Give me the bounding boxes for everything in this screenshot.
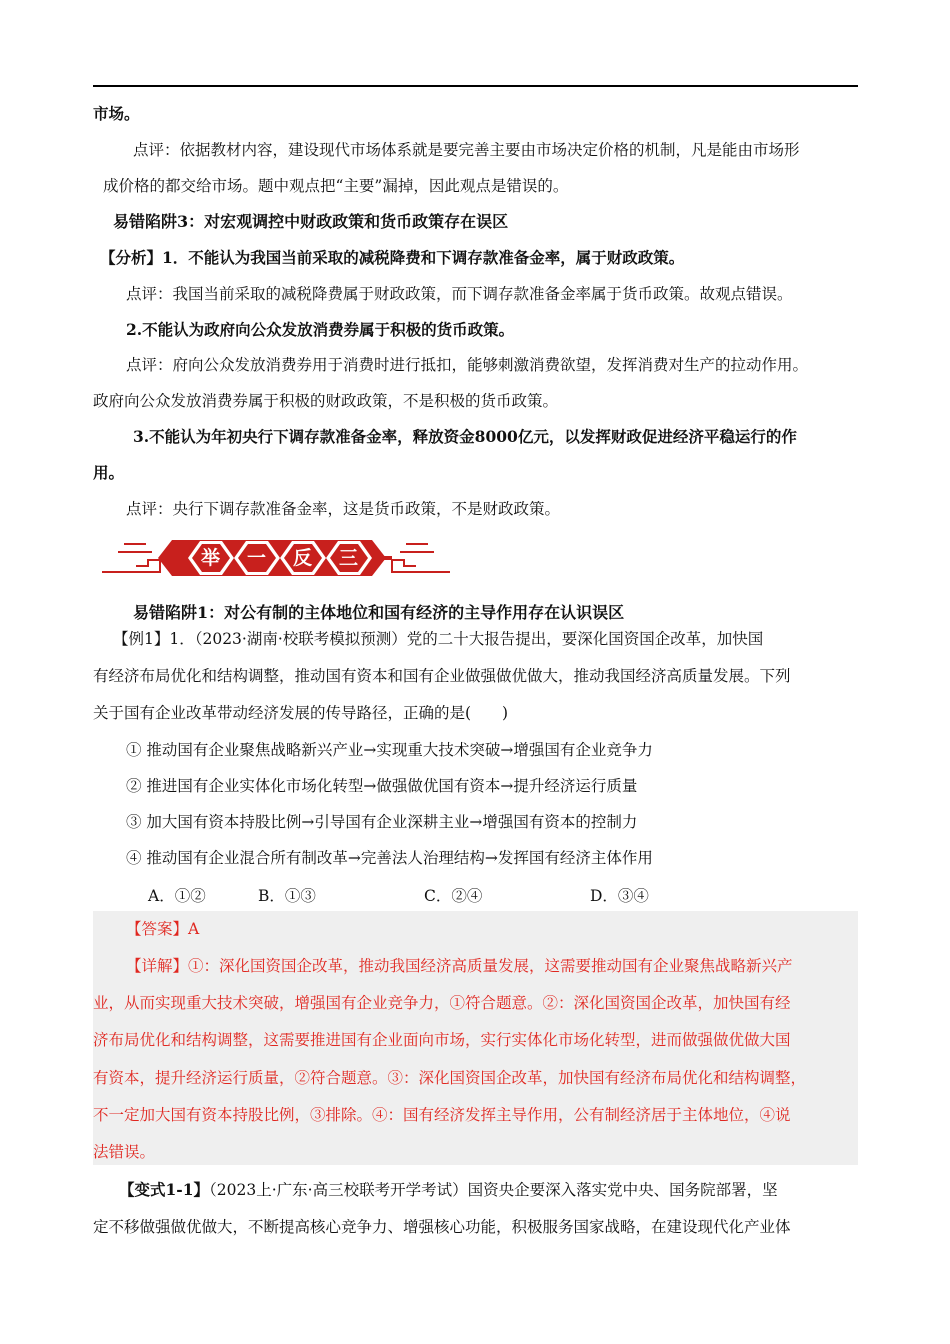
variant-question	[119, 1180, 778, 1200]
analysis-point: 2.不能认为政府向公众发放消费券属于积极的货币政策。	[126, 320, 515, 339]
comment-text: 政府向公众发放消费券属于积极的财政政策，不是积极的货币政策。	[93, 392, 559, 410]
explanation-text: 业，从而实现重大技术突破，增强国有企业竞争力，①符合题意。②：深化国资国企改革，加快国有经	[93, 994, 791, 1012]
statement-4: ④ 推动国有企业混合所有制改革→完善法人治理结构→发挥国有经济主体作用	[126, 849, 653, 867]
banner-char: 三	[339, 547, 359, 569]
section-title: 易错陷阱3：对宏观调控中财政政策和货币政策存在误区	[113, 212, 509, 231]
analysis-point: 【分析】1．不能认为我国当前采取的减税降费和下调存款准备金率，属于财政政策。	[100, 248, 685, 267]
variant-text: 定不移做强做优做大，不断提高核心竞争力、增强核心功能，积极服务国家战略，在建设现代化产业体	[93, 1218, 791, 1236]
section-title: 易错陷阱1：对公有制的主体地位和国有经济的主导作用存在认识误区	[133, 603, 625, 622]
analysis-point: 用。	[93, 463, 125, 482]
comment-text: 点评：央行下调存款准备金率，这是货币政策，不是财政政策。	[126, 500, 561, 518]
variant-text: （2023上·广东·高三校联考开学考试）国资央企要深入落实党中央、国务院部署，坚	[209, 1181, 778, 1199]
option-c: C．②④	[424, 887, 483, 905]
explanation-text: 【详解】①：深化国资国企改革，推动我国经济高质量发展，这需要推动国有企业聚焦战略新兴产	[126, 957, 793, 975]
comment-text: 点评：府向公众发放消费券用于消费时进行抵扣，能够刺激消费欲望，发挥消费对生产的拉动作用。	[126, 356, 809, 374]
option-b: B．①③	[258, 887, 316, 905]
statement-2: ② 推进国有企业实体化市场化转型→做强做优国有资本→提升经济运行质量	[126, 777, 638, 795]
option-d: D．③④	[590, 887, 649, 905]
option-a: A．①②	[148, 887, 206, 905]
explanation-text: 有资本，提升经济运行质量，②符合题意。③：深化国资国企改革，加快国有经济布局优化和结构调整，	[93, 1069, 807, 1087]
comment-text: 点评：我国当前采取的减税降费属于财政政策，而下调存款准备金率属于货币政策。故观点错误。	[126, 285, 793, 303]
banner-ornament	[100, 530, 452, 586]
banner-char: 举	[201, 547, 221, 569]
banner-char: 反	[293, 547, 313, 569]
statement-3: ③ 加大国有资本持股比例→引导国有企业深耕主业→增强国有资本的控制力	[126, 813, 638, 831]
explanation-text: 不一定加大国有资本持股比例，③排除。④：国有经济发挥主导作用，公有制经济居于主体地位，④说	[93, 1106, 791, 1124]
explanation-text: 济布局优化和结构调整，这需要推进国有企业面向市场，实行实体化市场化转型，进而做强做优做大国	[93, 1031, 791, 1049]
question-text: 有经济布局优化和结构调整，推动国有资本和国有企业做强做优做大，推动我国经济高质量发展。下列	[93, 667, 791, 685]
paragraph-fragment: 市场。	[93, 104, 140, 123]
variant-label: 【变式1-1】	[119, 1180, 210, 1199]
comment-text: 点评：依据教材内容，建设现代市场体系就是要完善主要由市场决定价格的机制，凡是能由市场形	[133, 141, 800, 159]
analysis-point: 3.不能认为年初央行下调存款准备金率，释放资金8000亿元，以发挥财政促进经济平稳运行的作	[133, 427, 797, 446]
statement-1: ① 推动国有企业聚焦战略新兴产业→实现重大技术突破→增强国有企业竞争力	[126, 741, 653, 759]
comment-text: 成价格的都交给市场。题中观点把“主要”漏掉，因此观点是错误的。	[103, 177, 569, 195]
explanation-text: 法错误。	[93, 1143, 156, 1161]
question-text: 【例1】1．（2023·湖南·校联考模拟预测）党的二十大报告提出，要深化国资国企改革，加快国	[113, 630, 764, 648]
banner-char: 一	[247, 547, 267, 569]
answer-label: 【答案】A	[126, 920, 200, 938]
header-rule	[93, 85, 858, 87]
question-text: 关于国有企业改革带动经济发展的传导路径，正确的是( )	[93, 704, 509, 722]
section-banner	[100, 530, 452, 586]
